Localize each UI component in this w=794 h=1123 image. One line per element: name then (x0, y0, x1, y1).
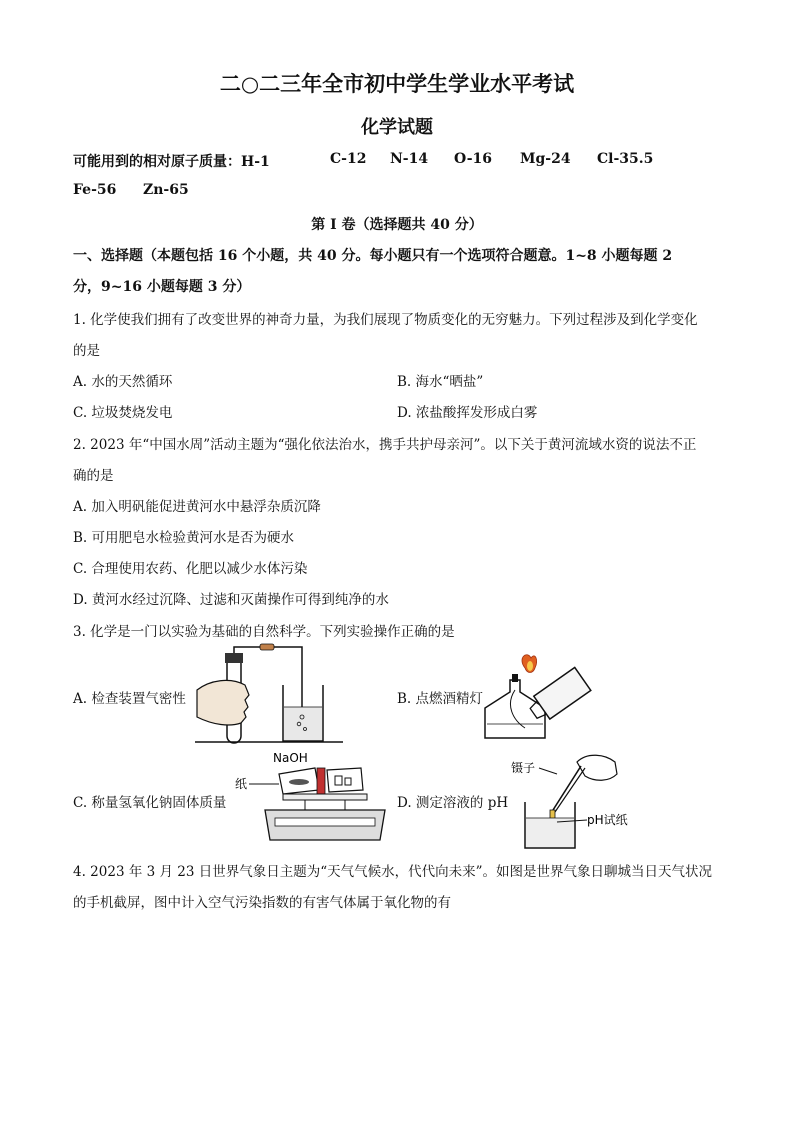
ph-paper-label: pH试纸 (587, 813, 628, 827)
exam-title: 二○二三年全市初中学生学业水平考试 (219, 71, 575, 96)
atomic-mass-item: Fe-56 (73, 182, 117, 198)
question-stem: 确的是 (73, 468, 114, 484)
atomic-mass-item: Cl-35.5 (597, 151, 654, 167)
option-b: B. 点燃酒精灯 (397, 691, 484, 707)
part-instructions: 分，9~16 小题每题 3 分） (73, 279, 251, 295)
question-stem: 的手机截屏，图中计入空气污染指数的有害气体属于氧化物的有 (73, 895, 451, 911)
atomic-mass-item: N-14 (390, 151, 429, 167)
option-d: D. 黄河水经过沉降、过滤和灭菌操作可得到纯净的水 (73, 592, 389, 608)
question-stem: 的是 (73, 343, 100, 359)
option-c: C. 称量氢氧化钠固体质量 (73, 795, 227, 811)
question-stem: 3. 化学是一门以实验为基础的自然科学。下列实验操作正确的是 (73, 624, 455, 640)
section-title: 第 I 卷（选择题共 40 分） (311, 217, 483, 233)
part-instructions: 一、选择题（本题包括 16 个小题，共 40 分。每小题只有一个选项符合题意。1~8 小题每题 2 (73, 248, 673, 264)
naoh-label: NaOH (273, 751, 308, 765)
option-d: D. 测定溶液的 pH (397, 795, 509, 811)
atomic-mass-item: O-16 (454, 151, 493, 167)
atomic-mass-item: Zn-65 (143, 182, 189, 198)
option-c: C. 垃圾焚烧发电 (73, 405, 173, 421)
atomic-mass-label: 可能用到的相对原子质量：H-1 (73, 154, 270, 170)
paper-label: 纸 (235, 777, 248, 791)
tweezers-label: 镊子 (511, 761, 536, 775)
option-a: A. 水的天然循环 (73, 374, 173, 390)
atomic-mass-item: Mg-24 (520, 151, 571, 167)
option-a: A. 检查装置气密性 (73, 691, 186, 707)
option-a: A. 加入明矾能促进黄河水中悬浮杂质沉降 (73, 499, 321, 515)
option-c: C. 合理使用农药、化肥以减少水体污染 (73, 561, 308, 577)
exam-subtitle: 化学试题 (361, 117, 433, 138)
option-b: B. 海水“晒盐” (397, 374, 484, 390)
question-stem: 2. 2023 年“中国水周”活动主题为“强化依法治水，携手共护母亲河”。以下关于黄河流域水资的说法不正 (73, 437, 697, 453)
figure-alcohol-lamp (455, 650, 590, 745)
atomic-mass-item: C-12 (330, 151, 367, 167)
figure-ph-measure (505, 752, 665, 852)
option-d: D. 浓盐酸挥发形成白雾 (397, 405, 538, 421)
figure-airtightness-check (195, 645, 345, 745)
question-stem: 1. 化学使我们拥有了改变世界的神奇力量，为我们展现了物质变化的无穷魅力。下列过程涉及到化学变化 (73, 312, 698, 328)
figure-balance (235, 748, 390, 848)
option-b: B. 可用肥皂水检验黄河水是否为硬水 (73, 530, 295, 546)
question-stem: 4. 2023 年 3 月 23 日世界气象日主题为“天气气候水，代代向未来”。如图是世界气象日聊城当日天气状况 (73, 864, 713, 880)
